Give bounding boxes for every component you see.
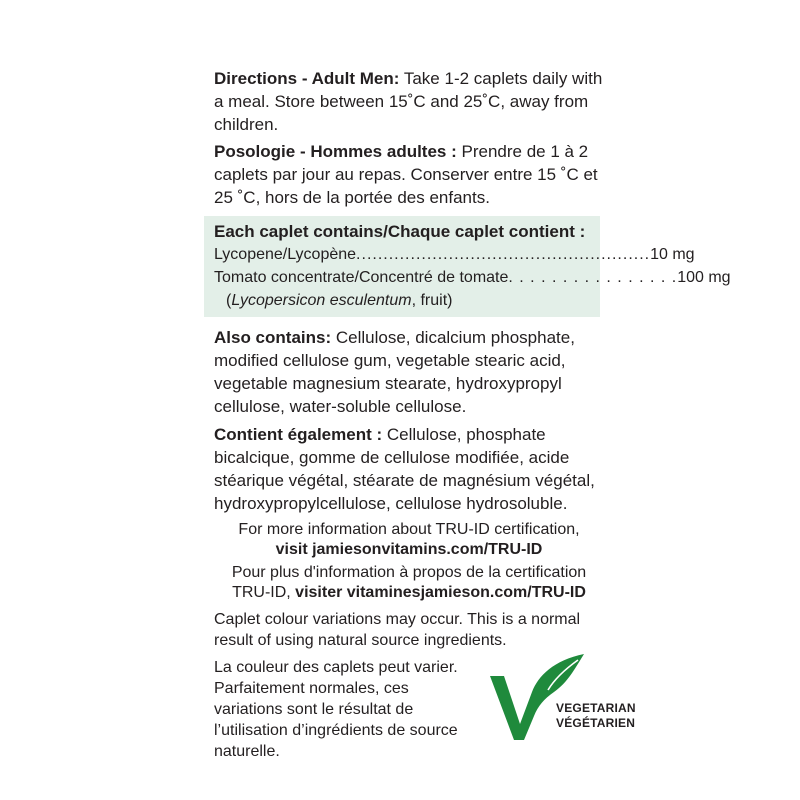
- directions-english-heading: Directions - Adult Men:: [214, 69, 400, 88]
- tru-id-label: TRU-ID,: [232, 584, 296, 601]
- ingredient-amount: 100 mg: [677, 269, 731, 286]
- tru-id-info-french-link: visiter vitaminesjamieson.com/TRU-ID: [295, 584, 586, 601]
- ingredient-leader-dots: ......................................................: [356, 246, 651, 263]
- caplet-colour-note-french: La couleur des caplets peut varier. Parfaitement normales, ces variations sont le résultat de l’utilisation d’ingrédients de source naturelle.: [214, 659, 458, 760]
- ingredients-title: Each caplet contains/Chaque caplet contient :: [214, 222, 586, 241]
- also-contains-french-heading: Contient également :: [214, 425, 383, 444]
- source-open-paren: (: [226, 292, 232, 309]
- also-contains-english: [214, 326, 604, 418]
- also-contains-french-text: Cellulose, phosphate bicalcique, gomme de cellulose modifiée, acide stéarique végétal, stéarate de magnésium végétal, hydroxypropylcellulose, cellulose hydrosoluble.: [214, 425, 595, 513]
- tru-id-info-french: [214, 563, 604, 603]
- directions-french: [214, 140, 604, 209]
- directions-english-text: Take 1-2 caplets daily with a meal. Store between 15˚C and 25˚C, away from children.: [214, 69, 603, 134]
- ingredients-box: [204, 216, 731, 317]
- tru-id-info-french-line2: [214, 583, 604, 603]
- source-part: , fruit): [411, 292, 453, 309]
- directions-french-text: Prendre de 1 à 2 caplets par jour au repas. Conserver entre 15 ˚C et 25 ˚C, hors de la portée des enfants.: [214, 142, 598, 207]
- vegetarian-label-french: VÉGÉTARIEN: [556, 716, 636, 730]
- also-contains-french: [214, 423, 604, 515]
- ingredient-source: [214, 289, 594, 312]
- tru-id-info-english-link: visit jamiesonvitamins.com/TRU-ID: [275, 541, 543, 558]
- vegetarian-label-english: VEGETARIAN: [556, 701, 636, 715]
- ingredient-amount: 10 mg: [650, 246, 695, 263]
- ingredient-row-lycopene: [214, 243, 695, 266]
- caplet-colour-note-english: Caplet colour variations may occur. This is a normal result of using natural source ingredients.: [214, 611, 581, 649]
- tru-id-info-french-line1: Pour plus d'information à propos de la certification: [231, 564, 587, 581]
- ingredient-leader-dots: . . . . . . . . . . . . . . . .: [508, 269, 678, 286]
- also-contains-english-heading: Also contains:: [214, 328, 332, 347]
- ingredient-label: Lycopene/Lycopène: [214, 246, 357, 263]
- ingredient-label: Tomato concentrate/Concentré de tomate: [214, 269, 509, 286]
- directions-english: [214, 67, 604, 136]
- ingredient-row-tomato: [214, 266, 731, 289]
- also-contains-english-text: Cellulose, dicalcium phosphate, modified cellulose gum, vegetable stearic acid, vegetable magnesium stearate, hydroxypropyl cellulose, water-soluble cellulose.: [214, 328, 575, 416]
- tru-id-info-english-line1: For more information about TRU-ID certification,: [238, 521, 580, 538]
- directions-french-heading: Posologie - Hommes adultes :: [214, 142, 457, 161]
- tru-id-info-english: [214, 520, 604, 560]
- source-latin-name: Lycopersicon esculentum: [231, 292, 412, 309]
